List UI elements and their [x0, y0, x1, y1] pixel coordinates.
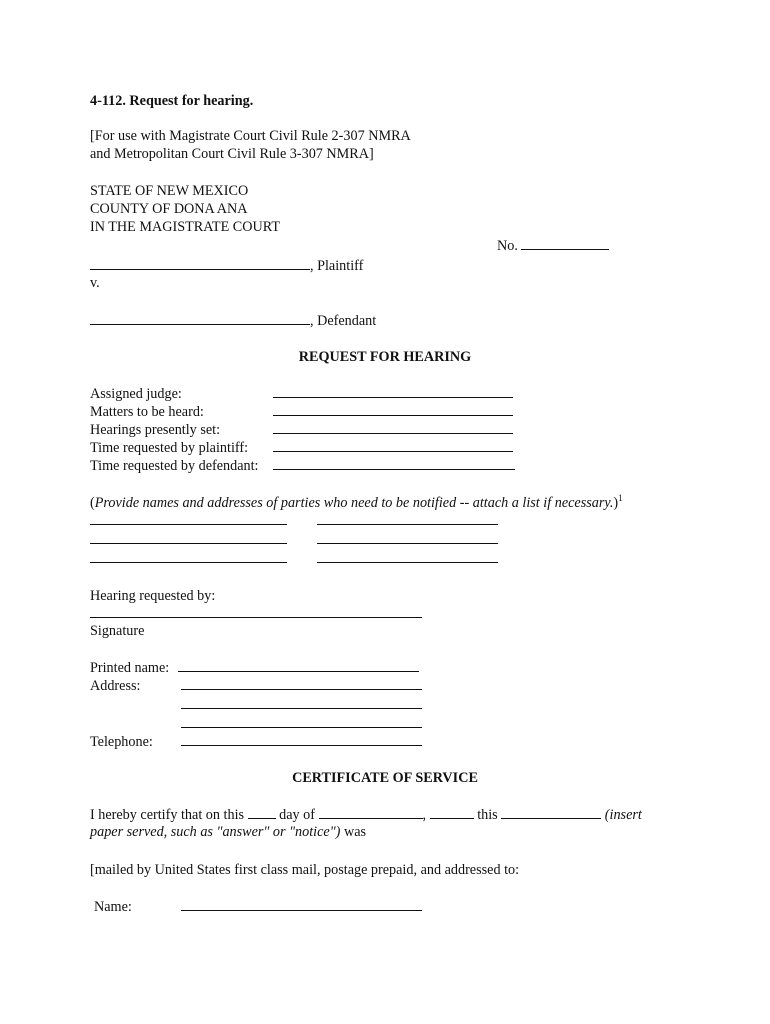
plaintiff-row: [90, 256, 363, 275]
address-label: Address:: [90, 678, 141, 694]
plaintiff-name-field[interactable]: [90, 256, 310, 270]
certificate-line-2: [90, 823, 366, 841]
footnote-mark: 1: [618, 493, 623, 503]
notify-party-field[interactable]: [90, 543, 287, 544]
notify-party-field[interactable]: [90, 562, 287, 563]
usage-note-line-2: and Metropolitan Court Civil Rule 3-307 NMRA]: [90, 146, 374, 162]
time-plaintiff-label: Time requested by plaintiff:: [90, 440, 249, 456]
hearing-requested-by: Hearing requested by:: [90, 588, 216, 604]
mailed-text: [mailed by United States first class mail, postage prepaid, and addressed to:: [90, 862, 520, 878]
telephone-label: Telephone:: [90, 734, 153, 750]
notify-address-field[interactable]: [317, 562, 498, 563]
certificate-line-1: [90, 805, 642, 824]
notify-address-field[interactable]: [317, 543, 498, 544]
notify-close-paren: ): [613, 495, 619, 511]
certificate-was: was: [340, 824, 367, 840]
signature-label: Signature: [90, 623, 145, 639]
recipient-name-field[interactable]: [181, 910, 422, 911]
paper-served-field[interactable]: [501, 805, 601, 819]
case-number-field[interactable]: [521, 236, 609, 250]
defendant-row: [90, 311, 376, 330]
certificate-day-of: day of: [279, 807, 315, 823]
signature-field[interactable]: [90, 617, 422, 618]
hearings-set-field[interactable]: [273, 433, 513, 434]
request-title: REQUEST FOR HEARING: [298, 349, 472, 365]
defendant-name-field[interactable]: [90, 311, 310, 325]
case-number-row: [497, 236, 609, 255]
matters-field[interactable]: [273, 415, 513, 416]
defendant-label: , Defendant: [310, 313, 377, 329]
usage-note-line-1: [For use with Magistrate Court Civil Rule 2-307 NMRA: [90, 128, 411, 144]
printed-name-field[interactable]: [178, 671, 419, 672]
plaintiff-label: , Plaintiff: [310, 258, 364, 274]
service-year-field[interactable]: [430, 805, 474, 819]
time-plaintiff-field[interactable]: [273, 451, 513, 452]
time-defendant-field[interactable]: [273, 469, 515, 470]
service-month-field[interactable]: [319, 805, 423, 819]
hearings-set-label: Hearings presently set:: [90, 422, 221, 438]
certificate-title: CERTIFICATE OF SERVICE: [292, 770, 478, 786]
court-state: STATE OF NEW MEXICO: [90, 183, 249, 199]
certificate-this: this: [477, 807, 498, 823]
form-heading: 4-112. Request for hearing.: [90, 93, 254, 109]
printed-name-label: Printed name:: [90, 660, 170, 676]
service-day-field[interactable]: [248, 805, 276, 819]
versus-label: v.: [90, 275, 100, 291]
matters-label: Matters to be heard:: [90, 404, 204, 420]
address-field-line-3[interactable]: [181, 727, 422, 728]
assigned-judge-label: Assigned judge:: [90, 386, 182, 402]
notify-instruction-row: [90, 494, 623, 512]
assigned-judge-field[interactable]: [273, 397, 513, 398]
time-defendant-label: Time requested by defendant:: [90, 458, 259, 474]
address-field-line-2[interactable]: [181, 708, 422, 709]
certificate-text-1: I hereby certify that on this: [90, 807, 245, 823]
certificate-paper-note: paper served, such as "answer" or "notice"): [90, 824, 341, 840]
notify-open-paren: (: [90, 495, 95, 511]
address-field-line-1[interactable]: [181, 689, 422, 690]
certificate-comma: ,: [422, 807, 427, 823]
notify-address-field[interactable]: [317, 524, 498, 525]
telephone-field[interactable]: [181, 745, 422, 746]
court-name: IN THE MAGISTRATE COURT: [90, 219, 281, 235]
notify-instruction: Provide names and addresses of parties who need to be notified -- attach a list if necessary.: [94, 495, 614, 511]
court-county: COUNTY OF DONA ANA: [90, 201, 248, 217]
recipient-name-label: Name:: [94, 899, 132, 915]
case-number-label: No.: [497, 238, 518, 254]
notify-party-field[interactable]: [90, 524, 287, 525]
certificate-insert-note: (insert: [604, 807, 642, 823]
